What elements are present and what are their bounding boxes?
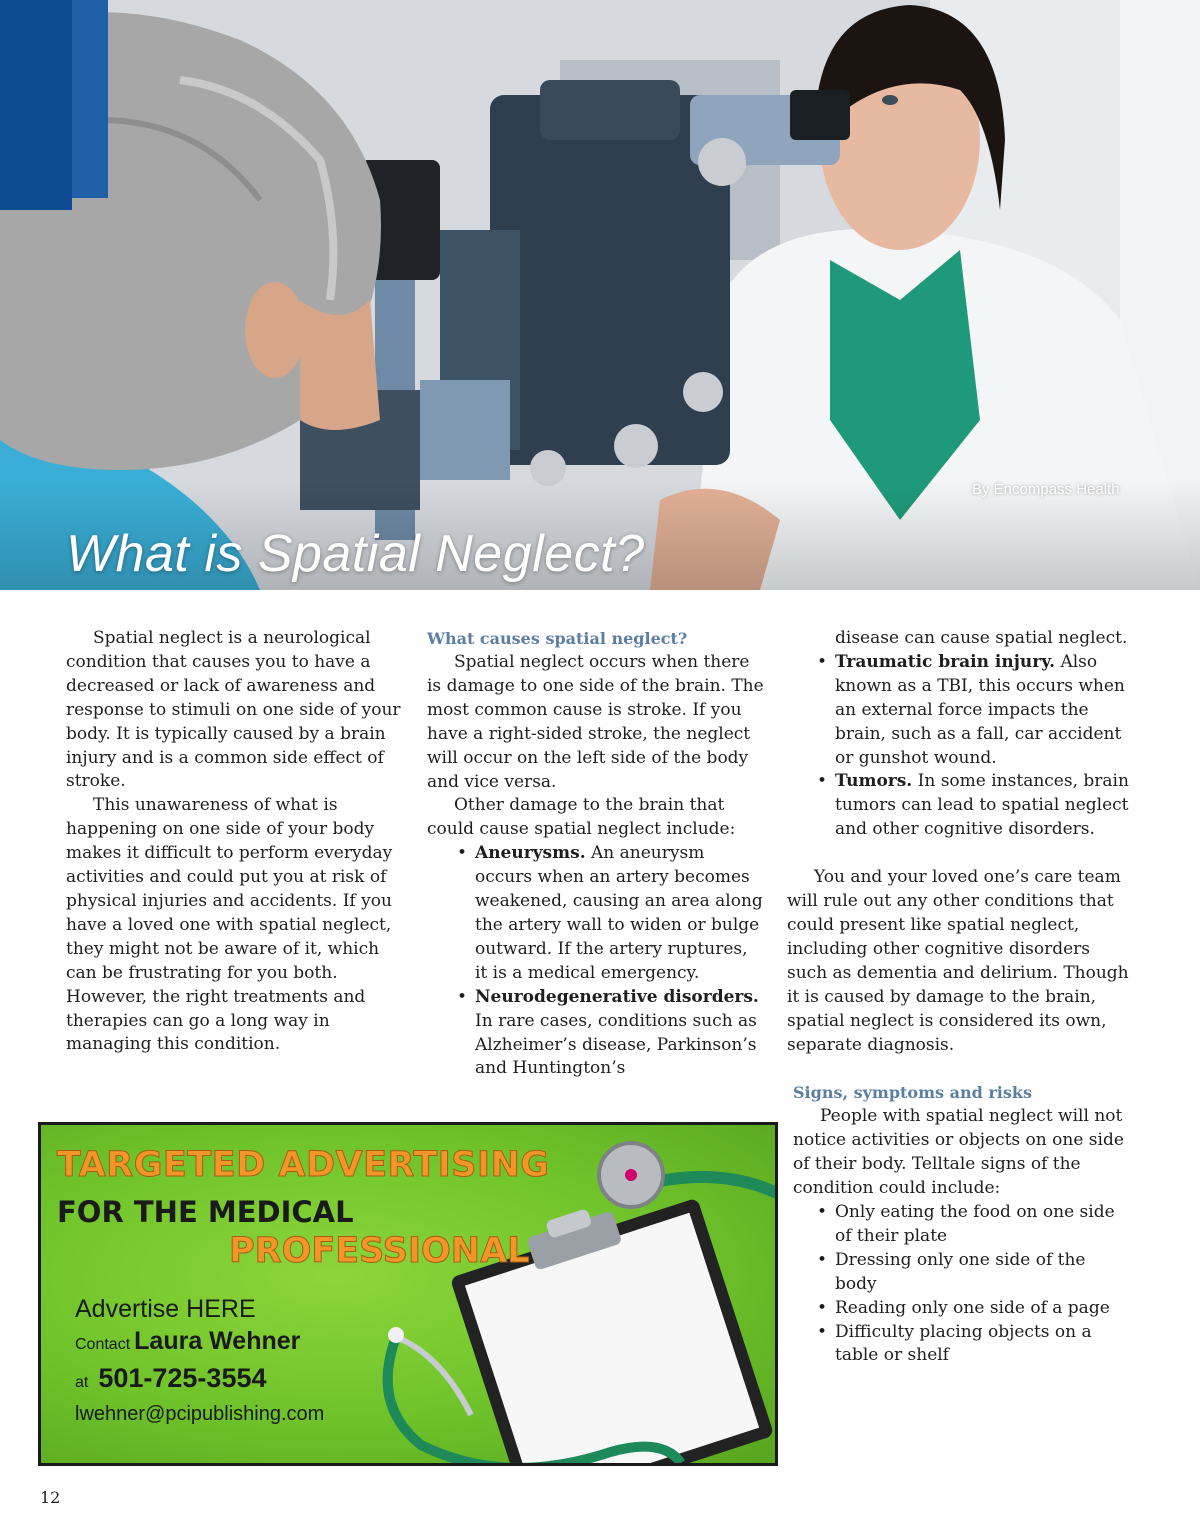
- paragraph: People with spatial neglect will not notice activities or objects on one side of their body. Telltale signs of the condition could include:: [793, 1106, 1124, 1199]
- ad-contact: [75, 1327, 300, 1356]
- column-2: [427, 627, 765, 1081]
- paragraph: You and your loved one’s care team will rule out any other conditions that could present like spatial neglect, including other cognitive disorders such as dementia and delirium. Though it is caused by damage to the brain, spatial neglect is considered its own, separate diagnosis.: [787, 867, 1129, 1055]
- list-item: [455, 842, 765, 985]
- cause-list: [455, 842, 765, 1081]
- section-heading: Signs, symptoms and risks: [793, 1083, 1032, 1103]
- list-item: • Dressing only one side of the body: [815, 1249, 1132, 1297]
- list-item-text: Also known as a TBI, this occurs when an external force impacts the brain, such as a fall, car accident or gunshot wound.: [835, 651, 1125, 768]
- accent-bar-dark: [0, 0, 72, 210]
- ad-headline-2: PROFESSIONAL: [229, 1231, 530, 1271]
- list-item: [815, 651, 1132, 771]
- contact-label: Contact: [75, 1336, 131, 1353]
- list-item-text: In some instances, brain tumors can lead to spatial neglect and other cognitive disorders.: [835, 771, 1129, 840]
- list-item: • Reading only one side of a page: [815, 1297, 1132, 1321]
- advertisement[interactable]: [38, 1122, 778, 1466]
- ad-headline: TARGETED ADVERTISING: [57, 1145, 550, 1185]
- list-item: [455, 986, 765, 1082]
- list-item-title: Aneurysms.: [475, 843, 586, 864]
- contact-name: Laura Wehner: [134, 1327, 301, 1355]
- section-heading: What causes spatial neglect?: [427, 629, 688, 648]
- list-item-text: In rare cases, conditions such as Alzheimer’s disease, Parkinson’s and Huntington’s: [475, 1010, 757, 1079]
- paragraph: This unawareness of what is happening on one side of your body makes it difficult to perform everyday activities and could put you at risk of physical injuries and accidents. If you have a loved one with spatial neglect, they might not be aware of it, which can be frustrating for you both. However, the right treatments and therapies can go a long way in managing this condition.: [66, 795, 393, 1055]
- paragraph: Spatial neglect occurs when there is damage to one side of the brain. The most common cause is stroke. If you have a right-sided stroke, the neglect will occur on the left side of the body and vice versa.: [427, 652, 764, 792]
- column-1: [66, 627, 404, 1057]
- ad-phone-row: [75, 1363, 267, 1394]
- list-item-title: Neurodegenerative disorders.: [475, 986, 759, 1007]
- list-item-text: An aneurysm occurs when an artery becomes weakened, causing an area along the artery wall to widen or bulge outward. If the artery ruptures, it is a medical emergency.: [475, 843, 763, 983]
- byline: By Encompass Health: [972, 481, 1120, 498]
- cause-list-continued: [815, 627, 1132, 842]
- paragraph: Spatial neglect is a neurological condition that causes you to have a decreased or lack of awareness and response to stimuli on one side of your body. It is typically caused by a brain injury and is a common side effect of stroke.: [66, 628, 401, 792]
- ad-email[interactable]: lwehner@pcipublishing.com: [75, 1403, 325, 1425]
- list-item: • Difficulty placing objects on a table or shelf: [815, 1321, 1132, 1369]
- list-item-title: Tumors.: [835, 771, 913, 792]
- photo-illustration: [0, 0, 1200, 590]
- ad-subheadline: FOR THE MEDICAL: [57, 1195, 354, 1229]
- page-title: What is Spatial Neglect?: [66, 525, 645, 583]
- page-number: 12: [40, 1488, 61, 1507]
- list-item-continued: disease can cause spatial neglect.: [835, 628, 1128, 648]
- list-item-title: Traumatic brain injury.: [835, 651, 1056, 672]
- at-label: at: [75, 1374, 89, 1391]
- list-item: [815, 770, 1132, 842]
- signs-list: [815, 1201, 1132, 1368]
- ad-advertise: Advertise HERE: [75, 1295, 256, 1323]
- hero-photo: [0, 0, 1200, 590]
- paragraph: Other damage to the brain that could cause spatial neglect include:: [427, 795, 736, 840]
- list-item: • Only eating the food on one side of their plate: [815, 1201, 1132, 1249]
- phone-number[interactable]: 501-725-3554: [98, 1363, 267, 1393]
- column-3: [787, 627, 1132, 1368]
